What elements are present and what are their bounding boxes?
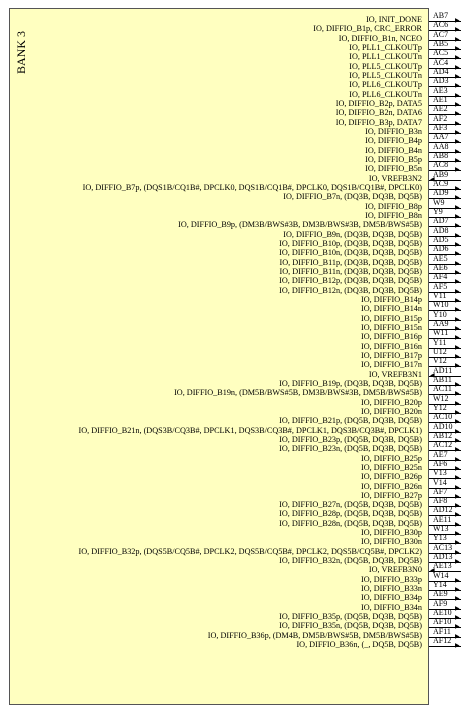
- pin-signal-label: IO, DIFFIO_B12p, (DQ3B, DQ3B, DQ5B): [279, 276, 422, 286]
- pin-number-label: V12: [433, 356, 447, 366]
- pin-number-label: W14: [433, 570, 449, 580]
- pin-signal-label: IO, DIFFIO_B7n, (DQ3B, DQ3B, DQ5B): [283, 192, 422, 202]
- pin-signal-label: IO, DIFFIO_B30p: [361, 528, 422, 538]
- pin-signal-label: IO, DIFFIO_B28n, (DQ5B, DQ3B, DQ5B): [279, 518, 422, 528]
- arrow-right-icon: ▶: [455, 642, 460, 650]
- pin-number-label: Y9: [433, 206, 443, 216]
- arrow-right-icon: ▶: [455, 100, 460, 108]
- pin-number-label: AF12: [433, 636, 452, 646]
- pin-signal-label: IO, VREFB3N0: [368, 565, 422, 575]
- pin-signal-label: IO, DIFFIO_B1n, NCEO: [338, 33, 422, 43]
- pin-number-label: AD9: [433, 188, 449, 198]
- pin-signal-label: IO, DIFFIO_B36p, (DM4B, DM5B/BWS#5B, DM5B/BWS#5B): [207, 630, 422, 640]
- pin-number-label: AB5: [433, 38, 449, 48]
- pin-signal-label: IO, DIFFIO_B25n: [361, 462, 422, 472]
- pin-signal-label: IO, VREFB3N1: [368, 369, 422, 379]
- pin-signal-label: IO, DIFFIO_B11n, (DQ3B, DQ3B, DQ5B): [279, 266, 422, 276]
- pin-number-label: AD5: [433, 234, 449, 244]
- pin-signal-label: IO, DIFFIO_B21p, (DQ5B, DQ3B, DQ5B): [279, 416, 422, 426]
- pin-signal-label: IO, DIFFIO_B19n, (DM5B/BWS#5B, DM3B/BWS#3B, DM5B/BWS#5B): [174, 388, 422, 398]
- arrow-right-icon: ▶: [455, 128, 460, 136]
- pin-signal-label: IO, PLL1_CLKOUTn: [349, 52, 422, 62]
- arrow-right-icon: ▶: [455, 184, 460, 192]
- pin-signal-label: IO, DIFFIO_B3p, DATA7: [335, 117, 422, 127]
- pin-number-label: AB9: [433, 169, 449, 179]
- pin-signal-label: IO, DIFFIO_B12n, (DQ3B, DQ3B, DQ5B): [279, 285, 422, 295]
- arrow-right-icon: ▶: [455, 82, 460, 90]
- arrow-right-icon: ▶: [455, 464, 460, 472]
- pin-signal-label: IO, DIFFIO_B21n, (DQS3B/CQ3B#, DPCLK1, DQS3B/CQ3B#, DPCLK1, DQS3B/CQ3B#, DPCLK1): [78, 425, 422, 435]
- arrow-right-icon: ▶: [455, 54, 460, 62]
- arrow-right-icon: ▶: [455, 138, 460, 146]
- pin-number-label: AE11: [433, 514, 452, 524]
- pin-number-label: AA7: [433, 132, 449, 142]
- arrow-right-icon: ▶: [455, 399, 460, 407]
- pin-signal-label: IO, DIFFIO_B15n: [361, 322, 422, 332]
- arrow-right-icon: ▶: [455, 166, 460, 174]
- arrow-right-icon: ▶: [455, 315, 460, 323]
- pin-number-label: AE5: [433, 253, 448, 263]
- pin-signal-label: IO, DIFFIO_B20p: [361, 397, 422, 407]
- pin-number-label: AF3: [433, 122, 448, 132]
- arrow-right-icon: ▶: [455, 240, 460, 248]
- arrow-right-icon: ▶: [455, 436, 460, 444]
- arrow-left-icon: ◀: [430, 567, 435, 575]
- arrow-right-icon: ▶: [455, 586, 460, 594]
- pin-number-label: AC5: [433, 48, 449, 58]
- arrow-right-icon: ▶: [455, 17, 460, 24]
- arrow-right-icon: ▶: [455, 520, 460, 528]
- pin-signal-label: IO, DIFFIO_B23p, (DQ5B, DQ3B, DQ5B): [279, 434, 422, 444]
- arrow-right-icon: ▶: [455, 194, 460, 202]
- pin-number-label: AB7: [433, 11, 449, 20]
- arrow-right-icon: ▶: [455, 63, 460, 71]
- pin-number-label: V13: [433, 468, 447, 478]
- pin-signal-label: IO, DIFFIO_B25p: [361, 453, 422, 463]
- pin-number-label: U12: [433, 346, 447, 356]
- arrow-right-icon: ▶: [455, 91, 460, 99]
- pin-signal-label: IO, DIFFIO_B26n: [361, 481, 422, 491]
- pin-signal-label: IO, DIFFIO_B8p: [365, 201, 422, 211]
- pin-signal-label: IO, DIFFIO_B16n: [361, 341, 422, 351]
- pin-number-label: AD12: [433, 505, 453, 515]
- pin-signal-label: IO, DIFFIO_B27p: [361, 490, 422, 500]
- pin-signal-label: IO, DIFFIO_B15p: [361, 313, 422, 323]
- pin-signal-label: IO, DIFFIO_B26p: [361, 472, 422, 482]
- pin-number-label: AF6: [433, 458, 448, 468]
- arrow-right-icon: ▶: [455, 362, 460, 370]
- pin-number-label: AE3: [433, 85, 448, 95]
- arrow-right-icon: ▶: [455, 408, 460, 416]
- arrow-right-icon: ▶: [455, 502, 460, 510]
- pin-number-label: AD6: [433, 244, 449, 254]
- arrow-right-icon: ▶: [455, 539, 460, 547]
- pin-signal-label: IO, DIFFIO_B2p, DATA5: [335, 98, 422, 108]
- pin-signal-label: IO, DIFFIO_B8n: [365, 210, 422, 220]
- pin-signal-label: IO, VREFB3N2: [368, 173, 422, 183]
- pin-number-label: AE13: [433, 561, 452, 571]
- arrow-right-icon: ▶: [455, 278, 460, 286]
- pin-signal-label: IO, DIFFIO_B17n: [361, 360, 422, 370]
- arrow-right-icon: ▶: [455, 352, 460, 360]
- pin-signal-label: IO, DIFFIO_B9n, (DQ3B, DQ3B, DQ5B): [283, 229, 422, 239]
- pin-signal-label: IO, DIFFIO_B33p: [361, 574, 422, 584]
- pin-signal-label: IO, DIFFIO_B9p, (DM3B/BWS#3B, DM3B/BWS#3B, DM5B/BWS#5B): [178, 220, 422, 230]
- arrow-right-icon: ▶: [455, 418, 460, 426]
- arrow-right-icon: ▶: [455, 147, 460, 155]
- pin-number-label: W11: [433, 328, 449, 338]
- arrow-right-icon: ▶: [455, 623, 460, 631]
- pin-number-label: AF7: [433, 486, 448, 496]
- arrow-right-icon: ▶: [455, 110, 460, 118]
- arrow-right-icon: ▶: [455, 268, 460, 276]
- pin-number-label: Y11: [433, 337, 447, 347]
- pin-signal-label: IO, DIFFIO_B4n: [365, 145, 422, 155]
- pin-signal-label: IO, DIFFIO_B5n: [365, 164, 422, 174]
- pin-number-label: AB8: [433, 150, 449, 160]
- pin-number-label: W12: [433, 393, 449, 403]
- pin-number-label: AB11: [433, 374, 452, 384]
- pin-signal-label: IO, DIFFIO_B30n: [361, 537, 422, 547]
- pin-row: [0, 636, 470, 650]
- arrow-right-icon: ▶: [455, 548, 460, 556]
- arrow-right-icon: ▶: [455, 530, 460, 538]
- pin-signal-label: IO, DIFFIO_B16p: [361, 332, 422, 342]
- pin-number-label: AA8: [433, 141, 449, 151]
- arrow-right-icon: ▶: [455, 595, 460, 603]
- pin-number-label: AC6: [433, 20, 449, 30]
- arrow-right-icon: ▶: [455, 604, 460, 612]
- pin-signal-label: IO, DIFFIO_B33n: [361, 584, 422, 594]
- pin-signal-label: IO, DIFFIO_B35n, (DQ5B, DQ3B, DQ5B): [279, 621, 422, 631]
- arrow-right-icon: ▶: [455, 203, 460, 211]
- pin-number-label: AF4: [433, 272, 448, 282]
- pin-number-label: AC8: [433, 160, 449, 170]
- pin-number-label: AC7: [433, 29, 449, 39]
- arrow-right-icon: ▶: [455, 446, 460, 454]
- pin-signal-label: IO, DIFFIO_B7p, (DQS1B/CQ1B#, DPCLK0, DQS1B/CQ1B#, DPCLK0, DQS1B/CQ1B#, DPCLK0): [82, 182, 422, 192]
- pin-number-label: AC12: [433, 440, 453, 450]
- pin-signal-label: IO, DIFFIO_B34p: [361, 593, 422, 603]
- arrow-right-icon: ▶: [455, 35, 460, 43]
- pin-signal-label: IO, DIFFIO_B34n: [361, 602, 422, 612]
- pin-number-label: AE6: [433, 262, 448, 272]
- pin-number-label: AC9: [433, 178, 449, 188]
- pin-number-label: AC13: [433, 542, 453, 552]
- arrow-right-icon: ▶: [455, 390, 460, 398]
- pin-number-label: AE7: [433, 449, 448, 459]
- pin-signal-label: IO, DIFFIO_B10p, (DQ3B, DQ3B, DQ5B): [279, 238, 422, 248]
- arrow-right-icon: ▶: [455, 511, 460, 519]
- pin-number-label: Y13: [433, 533, 447, 543]
- arrow-right-icon: ▶: [455, 72, 460, 80]
- arrow-right-icon: ▶: [455, 576, 460, 584]
- pin-number-label: AF5: [433, 281, 448, 291]
- pin-signal-label: IO, DIFFIO_B1p, CRC_ERROR: [313, 24, 422, 34]
- pin-signal-label: IO, DIFFIO_B36n, (_, DQ5B, DQ5B): [296, 640, 422, 650]
- pin-signal-label: IO, DIFFIO_B19p, (DQ3B, DQ3B, DQ5B): [279, 378, 422, 388]
- pin-signal-label: IO, INIT_DONE: [366, 15, 422, 24]
- pin-signal-label: IO, DIFFIO_B11p, (DQ3B, DQ3B, DQ5B): [279, 257, 422, 267]
- pin-number-label: AA9: [433, 318, 449, 328]
- pin-signal-label: IO, DIFFIO_B14n: [361, 304, 422, 314]
- pin-signal-label: IO, PLL5_CLKOUTp: [349, 61, 422, 71]
- pin-number-label: AD11: [433, 365, 453, 375]
- arrow-right-icon: ▶: [455, 259, 460, 267]
- arrow-right-icon: ▶: [455, 455, 460, 463]
- pin-signal-label: IO, PLL6_CLKOUTn: [349, 89, 422, 99]
- pin-signal-label: IO, DIFFIO_B4p: [365, 136, 422, 146]
- arrow-right-icon: ▶: [455, 306, 460, 314]
- arrow-left-icon: ◀: [430, 371, 435, 379]
- pin-number-label: AF2: [433, 113, 448, 123]
- arrow-right-icon: ▶: [455, 287, 460, 295]
- arrow-right-icon: ▶: [455, 483, 460, 491]
- arrow-right-icon: ▶: [455, 558, 460, 566]
- arrow-right-icon: ▶: [455, 324, 460, 332]
- pin-number-label: AE9: [433, 589, 448, 599]
- pin-number-label: AE10: [433, 608, 452, 618]
- pin-signal-label: IO, PLL6_CLKOUTp: [349, 80, 422, 90]
- pin-signal-label: IO, PLL5_CLKOUTn: [349, 70, 422, 80]
- pin-number-label: AC4: [433, 57, 449, 67]
- pin-signal-label: IO, DIFFIO_B20n: [361, 406, 422, 416]
- pin-number-label: AE1: [433, 94, 448, 104]
- pin-number-label: AC11: [433, 384, 452, 394]
- pin-signal-label: IO, DIFFIO_B14p: [361, 294, 422, 304]
- arrow-right-icon: ▶: [455, 119, 460, 127]
- pin-number-label: W10: [433, 300, 449, 310]
- pin-signal-label: IO, DIFFIO_B3n: [365, 126, 422, 136]
- pin-signal-label: IO, PLL1_CLKOUTp: [349, 42, 422, 52]
- pin-number-label: V14: [433, 477, 447, 487]
- arrow-right-icon: ▶: [455, 212, 460, 220]
- arrow-right-icon: ▶: [455, 250, 460, 258]
- pin-number-label: AF10: [433, 617, 452, 627]
- pin-number-label: AD10: [433, 421, 453, 431]
- pin-number-label: AC10: [433, 412, 453, 422]
- arrow-right-icon: ▶: [455, 231, 460, 239]
- pin-number-label: Y12: [433, 402, 447, 412]
- pin-number-label: W9: [433, 197, 445, 207]
- arrow-right-icon: ▶: [455, 343, 460, 351]
- pin-signal-label: IO, DIFFIO_B17p: [361, 350, 422, 360]
- arrow-right-icon: ▶: [455, 380, 460, 388]
- arrow-right-icon: ▶: [455, 156, 460, 164]
- pin-signal-label: IO, DIFFIO_B28p, (DQ5B, DQ3B, DQ5B): [279, 509, 422, 519]
- arrow-right-icon: ▶: [455, 492, 460, 500]
- pin-number-label: AD3: [433, 76, 449, 86]
- bank-title: BANK 3: [14, 30, 28, 74]
- pin-number-label: AF8: [433, 496, 448, 506]
- pin-signal-label: IO, DIFFIO_B10n, (DQ3B, DQ3B, DQ5B): [279, 248, 422, 258]
- pin-signal-label: IO, DIFFIO_B32p, (DQS5B/CQ5B#, DPCLK2, DQS5B/CQ5B#, DPCLK2, DQS5B/CQ5B#, DPCLK2): [78, 546, 422, 556]
- pin-number-label: W13: [433, 524, 449, 534]
- arrow-right-icon: ▶: [455, 222, 460, 230]
- pin-number-label: AE2: [433, 104, 448, 114]
- pin-number-label: AD8: [433, 225, 449, 235]
- pin-number-label: AD4: [433, 66, 449, 76]
- arrow-right-icon: ▶: [455, 26, 460, 34]
- arrow-right-icon: ▶: [455, 614, 460, 622]
- pin-number-label: AD7: [433, 216, 449, 226]
- pin-number-label: V11: [433, 290, 447, 300]
- arrow-right-icon: ▶: [455, 334, 460, 342]
- arrow-right-icon: ▶: [455, 44, 460, 52]
- arrow-right-icon: ▶: [455, 427, 460, 435]
- arrow-right-icon: ▶: [455, 474, 460, 482]
- arrow-right-icon: ▶: [455, 296, 460, 304]
- pin-number-label: AB12: [433, 430, 453, 440]
- arrow-right-icon: ▶: [455, 632, 460, 640]
- pin-number-label: AF11: [433, 626, 451, 636]
- pin-number-label: AD13: [433, 552, 453, 562]
- pin-signal-label: IO, DIFFIO_B35p, (DQ5B, DQ3B, DQ5B): [279, 612, 422, 622]
- pin-signal-label: IO, DIFFIO_B27n, (DQ5B, DQ3B, DQ5B): [279, 500, 422, 510]
- arrow-left-icon: ◀: [430, 175, 435, 183]
- pin-signal-label: IO, DIFFIO_B32n, (DQ5B, DQ3B, DQ5B): [279, 556, 422, 566]
- pin-signal-label: IO, DIFFIO_B23n, (DQ5B, DQ3B, DQ5B): [279, 444, 422, 454]
- pin-number-label: Y14: [433, 580, 447, 590]
- pin-signal-label: IO, DIFFIO_B2n, DATA6: [335, 108, 422, 118]
- pin-number-label: AF9: [433, 598, 448, 608]
- pin-signal-label: IO, DIFFIO_B5p: [365, 154, 422, 164]
- pin-number-label: Y10: [433, 309, 447, 319]
